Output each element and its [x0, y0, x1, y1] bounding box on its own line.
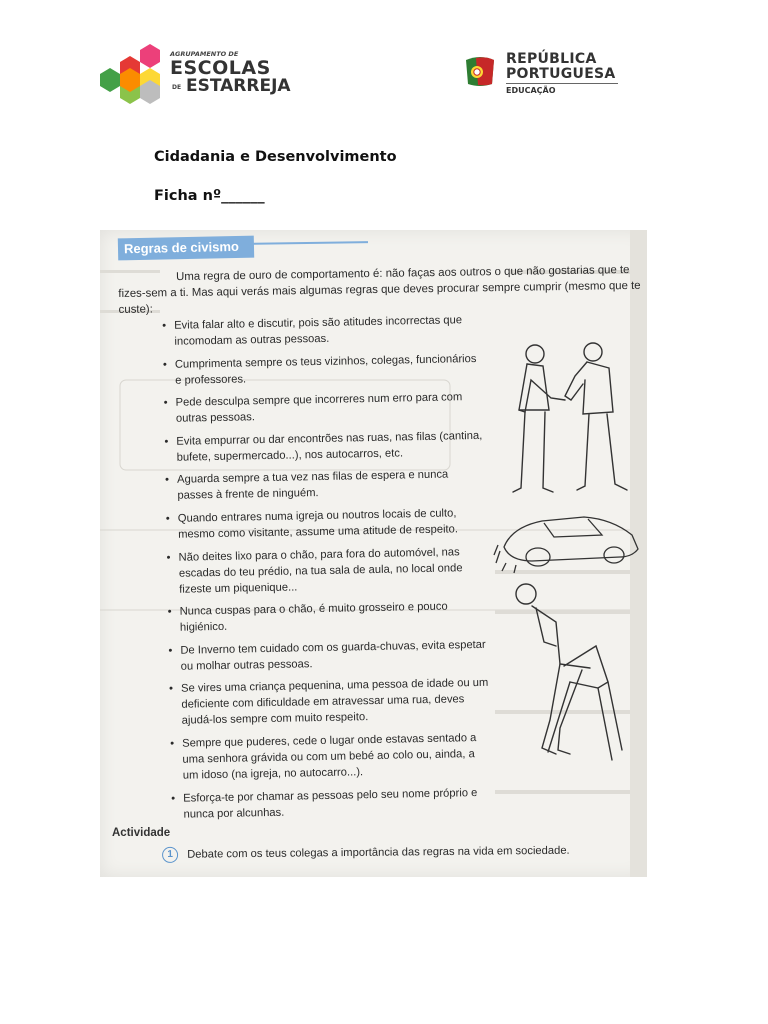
rule-item: • Quando entrares numa igreja ou noutros locais de culto, mesmo como visitante, assume uma atitude de respeito. — [166, 505, 487, 543]
activity-number: 1 — [162, 847, 178, 863]
rule-item: • Não deites lixo para o chão, para fora do automóvel, nas escadas do teu prédio, na tua sala de aula, no local onde fizeste um piquenique... — [166, 543, 487, 597]
government-logo — [462, 50, 632, 100]
rule-item: • Nunca cuspas para o chão, é muito grosseiro e pouco higiénico. — [167, 598, 488, 636]
government-ministry: EDUCAÇÃO — [506, 86, 556, 95]
document-title: Cidadania e Desenvolvimento — [154, 149, 397, 165]
school-logo-line2: ESTARREJA — [186, 76, 291, 96]
rule-item: • Evita falar alto e discutir, pois são atitudes incorrectas que incomodam as outras pessoas. — [162, 312, 483, 350]
activity-text: Debate com os teus colegas a importância das regras na vida em sociedade. — [187, 844, 570, 861]
car-litter-illustration — [492, 505, 642, 575]
rule-item: • Pede desculpa sempre que incorreres num erro para com outras pessoas. — [163, 389, 484, 427]
seated-person-illustration — [500, 578, 630, 768]
scanned-textbook-page — [100, 230, 647, 877]
rule-item: • Se vires uma criança pequenina, uma pessoa de idade ou um deficiente com dificuldade em atravessar uma rua, deves ajudá-los sempre com muito respeito. — [169, 675, 490, 729]
portugal-flag-icon — [462, 54, 498, 88]
government-line1: REPÚBLICA — [506, 51, 597, 67]
rule-item: • Esforça-te por chamar as pessoas pelo seu nome próprio e nunca por alcunhas. — [171, 784, 492, 822]
rule-item: • Sempre que puderes, cede o lugar onde estavas sentado a uma senhora grávida ou com um bebé ao colo ou, ainda, a um idoso (na igreja, no autocarro...). — [170, 730, 491, 784]
section-title: Regras de civismo — [118, 236, 254, 261]
school-logo-prefix: DE — [172, 84, 182, 91]
government-divider — [506, 83, 618, 84]
school-logo-small: AGRUPAMENTO DE — [170, 50, 239, 58]
intro-text: Uma regra de ouro de comportamento é: não faças aos outros o que não gostarias que te fizes-sem a ti. Mas aqui verás mais algumas regras que deves procurar sempre cumprir (mesmo que te custe): — [118, 263, 641, 316]
rule-item: • Cumprimenta sempre os teus vizinhos, colegas, funcionários e professores. — [163, 350, 484, 388]
rule-item: • Aguarda sempre a tua vez nas filas de espera e nunca passes à frente de ninguém. — [165, 466, 486, 504]
intro-paragraph — [118, 262, 647, 318]
rule-item: • Evita empurrar ou dar encontrões nas ruas, nas filas (cantina, bufete, supermercado...), nos autocarros, etc. — [164, 428, 485, 466]
activity-title: Actividade — [112, 827, 171, 839]
school-logo — [100, 44, 290, 104]
worksheet-number: Ficha nº______ — [154, 188, 265, 204]
school-logo-line1: ESCOLAS — [170, 57, 271, 79]
rule-item: • De Inverno tem cuidado com os guarda-chuvas, evita espetar ou molhar outras pessoas. — [168, 637, 489, 675]
rules-list — [162, 312, 492, 829]
government-name — [506, 52, 616, 82]
government-line2: PORTUGUESA — [506, 66, 616, 82]
handshake-illustration — [505, 340, 635, 495]
